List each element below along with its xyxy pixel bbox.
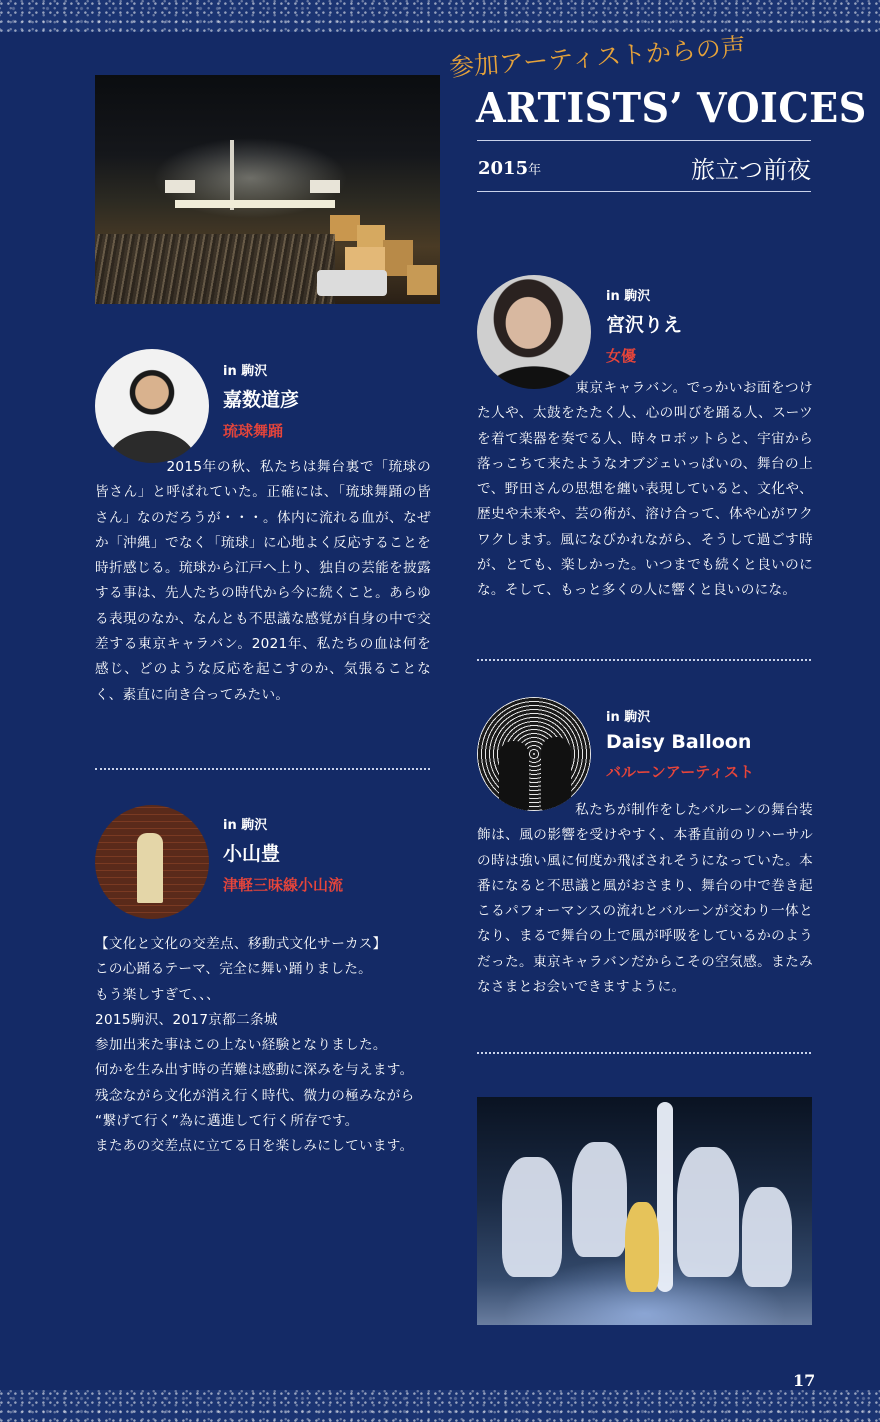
artist-location: in 駒沢 xyxy=(223,364,268,379)
dancer xyxy=(677,1147,739,1277)
artist-role: 女優 xyxy=(606,347,637,365)
artist-meta-daisy-balloon xyxy=(606,706,754,782)
text-line: またあの交差点に立てる日を楽しみにしています。 xyxy=(95,1138,414,1155)
screen-right xyxy=(310,180,340,193)
dancer xyxy=(502,1157,562,1277)
van xyxy=(317,270,387,296)
text-line: “繋げて行く”為に邁進して行く所存です。 xyxy=(95,1113,359,1130)
artist-location: in 駒沢 xyxy=(606,710,651,725)
artist-role: 津軽三味線小山流 xyxy=(223,876,344,894)
text-line: 何かを生み出す時の苦難は感動に深みを与えます。 xyxy=(95,1062,414,1079)
stage-performance-photo xyxy=(477,1097,812,1325)
title-rule-bottom xyxy=(477,191,811,192)
title-english: ARTISTS’ VOICES xyxy=(476,84,867,132)
artist-role: 琉球舞踊 xyxy=(223,422,284,440)
screen-left xyxy=(165,180,195,193)
artist-name: Daisy Balloon xyxy=(606,731,752,753)
text-line: もう楽しすぎて、、、 xyxy=(95,986,221,1003)
top-texture-band xyxy=(0,0,880,32)
artist-text-miyazawa: 東京キャラバン。でっかいお面をつけた人や、太鼓をたたく人、心の叫びを踊る人、スーツを着て楽器を奏でる人、時々ロボットらと、宇宙から落っこちて来たようなオブジェいっぱいの、舞台の上で、野田さんの思想を纏い表現していると、文化や、歴史や未来や、芸の術が、溶け合って、体や心がワクワクします。風になびかれながら、そうして過ごす時が、とても、楽しかった。いつまでも続くと良いのにな。そして、もっと多くの人に響くと良いのにな。 xyxy=(477,380,813,599)
text-line: 参加出来た事はこの上ない経験となりました。 xyxy=(95,1037,387,1054)
page-number: 17 xyxy=(793,1371,816,1390)
divider xyxy=(477,1052,811,1054)
artist-text-kakazu: 2015年の秋、私たちは舞台裏で「琉球の皆さん」と呼ばれていた。正確には、「琉球舞踊の皆さん」なのだろうが・・・。体内に流れる血が、なぜか「沖縄」でなく「琉球」に心地よく反応することを時折感じる。琉球から江戸へ上り、独自の芸能を披露する事は、先人たちの時代から今に続くこと。あらゆる表現のなか、なんとも不思議な感覚が自身の中で交差する東京キャラバン。2021年、私たちの血は何を感じ、どのような反応を起こすのか、気張ることなく、素直に向き合ってみたい。 xyxy=(95,459,431,703)
performer-yellow xyxy=(625,1202,659,1292)
divider xyxy=(95,768,430,770)
crowd xyxy=(95,234,335,304)
text-line: 2015駒沢、2017京都二条城 xyxy=(95,1011,278,1028)
subtitle: 旅立つ前夜 xyxy=(691,156,811,184)
dancer xyxy=(572,1142,627,1257)
artist-meta-miyazawa xyxy=(606,285,682,366)
title-rule-top xyxy=(477,140,811,141)
avatar-kakazu xyxy=(95,349,209,463)
bottom-texture-band xyxy=(0,1390,880,1422)
year-label: 2015年 xyxy=(478,158,542,179)
artist-name: 宮沢りえ xyxy=(606,314,683,336)
divider xyxy=(477,659,811,661)
avatar-miyazawa xyxy=(477,275,591,389)
avatar-koyama xyxy=(95,805,209,919)
text-line: この心踊るテーマ、完全に舞い踊りました。 xyxy=(95,961,373,978)
artist-text-koyama xyxy=(95,932,435,1160)
artist-role: バルーンアーティスト xyxy=(606,763,755,781)
text-line: 【文化と文化の交差点、移動式文化サーカス】 xyxy=(95,936,387,952)
figure xyxy=(137,833,163,903)
artist-meta-kakazu xyxy=(223,360,299,441)
artist-location: in 駒沢 xyxy=(223,818,268,833)
artist-text-daisy-balloon: 私たちが制作をしたバルーンの舞台装飾は、風の影響を受けやすく、本番直前のリハーサルの時は強い風に何度か飛ばされそうになっていた。本番になると不思議と風がおさまり、舞台の中で巻き起こるパフォーマンスの流れとバルーンが交わり一体となり、まるで舞台の上で風が呼吸をしているかのようだった。東京キャラバンだからこその空気感。またみなさまとお会いできますように。 xyxy=(477,802,813,996)
title-japanese: 参加アーティストからの声 xyxy=(448,32,747,82)
artist-name: 嘉数道彦 xyxy=(223,389,300,411)
text-line: 残念ながら文化が消え行く時代、微力の極みながら xyxy=(95,1087,415,1104)
stage xyxy=(175,200,335,208)
artist-location: in 駒沢 xyxy=(606,289,651,304)
crate xyxy=(407,265,437,295)
balloon-sculpture xyxy=(657,1102,673,1292)
artist-name: 小山豊 xyxy=(223,843,281,865)
dancer xyxy=(742,1187,792,1287)
artist-meta-koyama xyxy=(223,814,343,895)
night-stage-photo xyxy=(95,75,440,304)
avatar-daisy-balloon xyxy=(477,697,591,811)
